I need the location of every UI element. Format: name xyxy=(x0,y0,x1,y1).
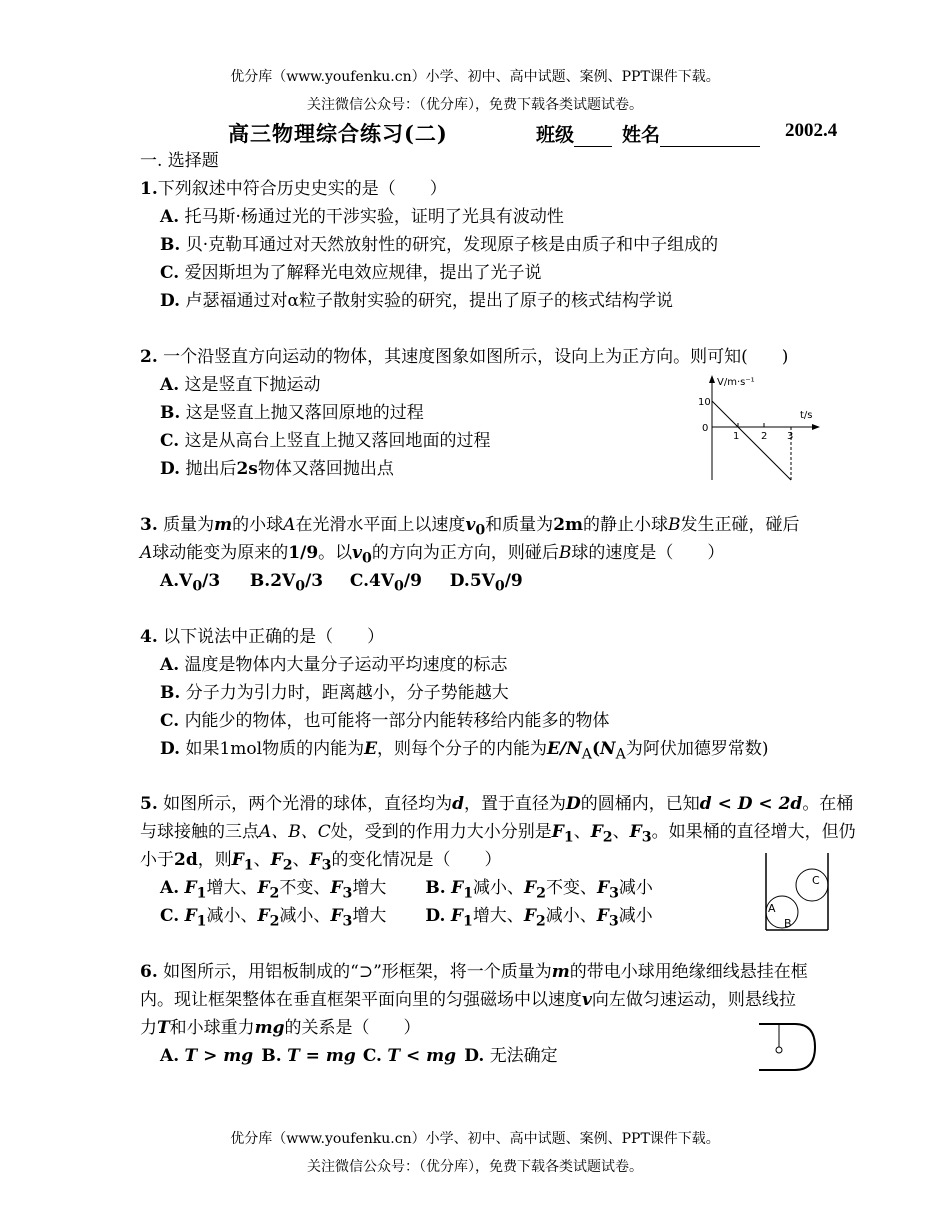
text: 增大、 xyxy=(206,878,258,898)
option-label: D. xyxy=(160,459,181,479)
x-tick-1: 1 xyxy=(733,431,740,442)
text: ( xyxy=(592,739,601,759)
text: 内。现让框架整体在垂直框架平面向里的匀强磁场中以速度 xyxy=(140,990,582,1010)
q1-option-c xyxy=(160,261,542,285)
q4-text: 以下说法中正确的是（ ） xyxy=(163,627,385,647)
text: 的方向为正方向，则碰后 xyxy=(371,543,559,563)
sub: 2 xyxy=(602,829,613,846)
var: 2d xyxy=(174,850,198,870)
sub: 3 xyxy=(641,829,652,846)
option-text: 这是竖直上抛又落回原地的过程 xyxy=(185,403,424,423)
text: 处，受到的作用力大小分别是 xyxy=(330,822,552,842)
text: 的变化情况是（ ） xyxy=(331,850,502,870)
option-label: A. xyxy=(160,375,180,395)
var: F xyxy=(551,822,564,842)
text: 的圆桶内，已知 xyxy=(580,794,700,814)
text: 如图所示，两个光滑的球体，直径均为 xyxy=(163,794,453,814)
text: 减小、 xyxy=(206,906,258,926)
q3-line2 xyxy=(140,541,724,570)
var: v xyxy=(582,990,592,1010)
sep: 、 xyxy=(612,822,630,842)
sub: 3 xyxy=(342,913,353,930)
text: 在光滑水平面上以速度 xyxy=(295,515,466,535)
q4-option-a xyxy=(160,653,508,677)
text: 的小球 xyxy=(232,515,284,535)
option-text: 物体又落回抛出点 xyxy=(257,459,394,479)
var: F xyxy=(590,822,603,842)
q1-option-b xyxy=(160,233,718,257)
class-blank xyxy=(574,126,612,147)
sep: 、 xyxy=(573,822,591,842)
q5-line3 xyxy=(140,848,502,877)
q6-option-a xyxy=(160,1044,256,1068)
charged-ball xyxy=(776,1047,782,1053)
var: T xyxy=(157,1018,170,1038)
option-label: C. xyxy=(160,906,180,926)
sub: 1 xyxy=(462,913,473,930)
q2-option-d xyxy=(160,457,394,481)
section-title: 一. 选择题 xyxy=(140,151,219,171)
q2-stem xyxy=(140,345,788,369)
option-label: A. xyxy=(160,878,180,898)
sub: 2 xyxy=(535,913,546,930)
class-label: 班级 xyxy=(536,124,575,146)
option-text: 这是从高台上竖直上抛又落回地面的过程 xyxy=(184,431,491,451)
q3-option-b xyxy=(250,569,344,598)
option-label: B. xyxy=(160,403,181,423)
name-label: 姓名 xyxy=(622,124,661,146)
var: F xyxy=(523,906,536,926)
option-label: B. xyxy=(261,1046,282,1066)
option-label: B. xyxy=(160,683,181,703)
text: 和质量为 xyxy=(485,515,554,535)
title-row xyxy=(0,118,950,148)
text: 1mol xyxy=(219,739,263,759)
sub: 2 xyxy=(282,857,293,874)
u-frame-diagram xyxy=(755,1020,823,1076)
var: F xyxy=(309,850,322,870)
exam-date: 2002.4 xyxy=(785,120,838,141)
q5-line2 xyxy=(140,820,856,849)
name-blank xyxy=(660,126,760,147)
option-text: T = mg xyxy=(287,1046,356,1066)
text: 增大 xyxy=(352,906,387,926)
var: F xyxy=(330,906,343,926)
q1-number: 1. xyxy=(140,179,158,199)
class-field xyxy=(536,120,612,147)
var: F xyxy=(451,878,464,898)
sub: 1 xyxy=(196,885,207,902)
x-tick-3: 3 xyxy=(787,431,794,442)
option-text: 贝·克勒耳通过对天然放射性的研究，发现原子核是由质子和中子组成的 xyxy=(185,235,719,255)
var: F xyxy=(524,878,537,898)
sub: 0 xyxy=(394,578,404,595)
sub: 0 xyxy=(475,522,486,539)
q4-option-b xyxy=(160,681,509,705)
cylinder-spheres-diagram xyxy=(760,850,835,934)
opt: C.4V xyxy=(349,571,395,591)
option-text: 无法确定 xyxy=(489,1046,558,1066)
text: 的带电小球用绝缘细线悬挂在框 xyxy=(569,962,808,982)
option-label: C. xyxy=(160,263,180,283)
sub: 0 xyxy=(494,578,505,595)
text: 不变、 xyxy=(279,878,331,898)
q1-stem xyxy=(140,177,447,201)
text: 质量为 xyxy=(163,515,215,535)
option-label: A. xyxy=(160,207,180,227)
option-label: D. xyxy=(425,906,446,926)
var: d < D < 2d xyxy=(699,794,803,814)
q1-option-a xyxy=(160,205,564,229)
sub: 1 xyxy=(563,829,574,846)
var: 2m xyxy=(553,515,584,535)
velocity-time-graph xyxy=(692,372,832,484)
sub: A xyxy=(615,746,626,763)
q2-option-b xyxy=(160,401,424,425)
var: F xyxy=(184,878,197,898)
q1-option-d xyxy=(160,289,673,313)
t-axis-label: t/s xyxy=(800,410,813,421)
q3-option-a xyxy=(160,569,244,598)
option-label: D. xyxy=(160,739,181,759)
text: 如图所示，用铝板制成的“⊃”形框架，将一个质量为 xyxy=(163,962,552,982)
sub: 0 xyxy=(295,578,306,595)
q6-option-c xyxy=(363,1044,459,1068)
v-axis-arrow xyxy=(709,375,715,383)
option-label: C. xyxy=(160,431,180,451)
option-text: 爱因斯坦为了解释光电效应规律，提出了光子说 xyxy=(184,263,542,283)
sub: 3 xyxy=(608,913,619,930)
option-label: A. xyxy=(160,1046,180,1066)
t-axis-arrow xyxy=(812,424,820,430)
opt: /3 xyxy=(202,571,221,591)
var: A xyxy=(140,543,153,563)
var: mg xyxy=(254,1018,285,1038)
text: 与球接触的三点 xyxy=(140,822,259,842)
q5-options-ab xyxy=(160,876,653,905)
text: 如果 xyxy=(185,739,220,759)
text: 减小 xyxy=(618,878,653,898)
text: ，则 xyxy=(197,850,232,870)
x-tick-2: 2 xyxy=(761,431,768,442)
option-text: 这是竖直下抛运动 xyxy=(184,375,321,395)
q6-number: 6. xyxy=(140,962,158,982)
var: D xyxy=(566,794,581,814)
sub: 1 xyxy=(243,857,254,874)
text: 减小、 xyxy=(279,906,331,926)
q3-line1 xyxy=(140,513,800,542)
sub: 3 xyxy=(342,885,353,902)
page-title: 高三物理综合练习(二) xyxy=(228,121,448,146)
site-footer-line2: 关注微信公众号：（优分库），免费下载各类试题试卷。 xyxy=(307,1159,643,1175)
v-axis-label: V/m·s⁻¹ xyxy=(717,377,755,388)
option-text: 温度是物体内大量分子运动平均速度的标志 xyxy=(184,655,508,675)
text: 的关系是（ ） xyxy=(284,1018,421,1038)
var: A、B、C xyxy=(259,822,331,842)
site-footer-line1: 优分库（www.youfenku.cn）小学、初中、高中试题、案例、PPT课件下载。 xyxy=(230,1131,720,1147)
q2-number: 2. xyxy=(140,347,158,367)
var: F xyxy=(596,878,610,898)
var: F xyxy=(330,878,343,898)
var: E/N xyxy=(547,739,582,759)
var: 1/9 xyxy=(288,543,319,563)
var: m xyxy=(551,962,570,982)
text: 和小球重力 xyxy=(169,1018,255,1038)
q5-option-c xyxy=(160,904,420,933)
opt: A.V xyxy=(160,571,193,591)
option-label: B. xyxy=(160,235,181,255)
text: 。如果桶的直径增大，但仍 xyxy=(651,822,856,842)
sub: 2 xyxy=(269,913,280,930)
q5-option-d xyxy=(425,906,653,930)
option-label: B. xyxy=(425,878,446,898)
opt: B.2V xyxy=(249,571,296,591)
var: F xyxy=(270,850,283,870)
var: F xyxy=(257,906,270,926)
var: E xyxy=(364,739,378,759)
q6-options xyxy=(160,1044,558,1068)
y-tick-10: 10 xyxy=(698,397,711,408)
var: F xyxy=(596,906,609,926)
point-c-label: C xyxy=(812,874,820,887)
point-a-label: A xyxy=(768,902,776,915)
q3-number: 3. xyxy=(140,515,158,535)
text: 小于 xyxy=(140,850,174,870)
text: 减小、 xyxy=(473,878,525,898)
q5-number: 5. xyxy=(140,794,158,814)
q6-option-d xyxy=(464,1046,557,1066)
text: 增大 xyxy=(352,878,387,898)
site-header-line1: 优分库（www.youfenku.cn）小学、初中、高中试题、案例、PPT课件下载。 xyxy=(230,69,720,85)
option-label: C. xyxy=(160,711,180,731)
text: 减小、 xyxy=(545,906,597,926)
q6-option-b xyxy=(261,1044,357,1068)
sub: A xyxy=(581,746,592,763)
sub: 1 xyxy=(196,913,207,930)
sub: 3 xyxy=(321,857,332,874)
sub: 2 xyxy=(536,885,546,902)
q4-stem xyxy=(140,625,384,649)
q5-option-a xyxy=(160,876,420,905)
option-text-bold: 2s xyxy=(236,459,258,479)
q2-option-c xyxy=(160,429,491,453)
q3-option-d xyxy=(449,571,523,595)
option-label: C. xyxy=(362,1046,382,1066)
q1-text: 下列叙述中符合历史史实的是（ ） xyxy=(157,179,447,199)
option-text: T > mg xyxy=(184,1046,254,1066)
option-text: 抛出后 xyxy=(185,459,237,479)
option-text: 托马斯·杨通过光的干涉实验，证明了光具有波动性 xyxy=(184,207,564,227)
sub: 0 xyxy=(192,578,203,595)
sep: 、 xyxy=(253,850,271,870)
text: 力 xyxy=(140,1018,157,1038)
opt: /9 xyxy=(504,571,523,591)
text: 的静止小球 xyxy=(583,515,669,535)
var: d xyxy=(452,794,465,814)
velocity-line xyxy=(712,401,794,480)
var: B xyxy=(558,543,572,563)
origin-label: 0 xyxy=(702,423,709,434)
q3-options xyxy=(160,569,523,598)
option-label: D. xyxy=(160,291,181,311)
option-text: 卢瑟福通过对α粒子散射实验的研究，提出了原子的核式结构学说 xyxy=(185,291,673,311)
text: 发生正碰，碰后 xyxy=(680,515,800,535)
name-field xyxy=(622,120,760,147)
option-label: D. xyxy=(464,1046,485,1066)
sub: 3 xyxy=(609,885,619,902)
var: F xyxy=(450,906,463,926)
var: F xyxy=(231,850,244,870)
site-header-line2: 关注微信公众号：（优分库），免费下载各类试题试卷。 xyxy=(307,97,643,113)
q5-line1 xyxy=(140,792,853,816)
var: F xyxy=(257,878,270,898)
text: 。以 xyxy=(318,543,353,563)
var: v xyxy=(352,543,363,563)
opt: /9 xyxy=(403,571,422,591)
q3-option-c xyxy=(350,569,444,598)
text: ，置于直径为 xyxy=(464,794,567,814)
var: N xyxy=(600,739,616,759)
opt: /3 xyxy=(305,571,324,591)
var: m xyxy=(214,515,233,535)
text: 不变、 xyxy=(545,878,597,898)
text: 球的速度是（ ） xyxy=(571,543,725,563)
text: 为阿伏加德罗常数) xyxy=(625,739,769,759)
sub: 0 xyxy=(362,550,372,567)
text: 向左做匀速运动，则悬线拉 xyxy=(591,990,796,1010)
text: 球动能变为原来的 xyxy=(152,543,289,563)
frame-outline xyxy=(759,1024,815,1070)
option-text: T < mg xyxy=(387,1046,456,1066)
sub: 2 xyxy=(269,885,280,902)
text: 。在桶 xyxy=(802,794,854,814)
text: 增大、 xyxy=(472,906,524,926)
var: F xyxy=(184,906,197,926)
q5-option-b xyxy=(425,878,653,902)
q6-line3 xyxy=(140,1016,421,1040)
q5-options-cd xyxy=(160,904,653,933)
var: v xyxy=(465,515,476,535)
q2-text: 一个沿竖直方向运动的物体，其速度图象如图所示，设向上为正方向。则可知( ) xyxy=(163,347,789,367)
option-label: A. xyxy=(160,655,180,675)
var: F xyxy=(629,822,642,842)
q6-line2 xyxy=(140,988,796,1012)
option-text: 内能少的物体，也可能将一部分内能转移给内能多的物体 xyxy=(184,711,610,731)
q4-number: 4. xyxy=(140,627,158,647)
q4-option-c xyxy=(160,709,610,733)
q4-option-d xyxy=(160,737,768,766)
point-b-label: B xyxy=(784,917,792,930)
q2-option-a xyxy=(160,373,321,397)
option-text: 分子力为引力时，距离越小，分子势能越大 xyxy=(185,683,509,703)
var: B xyxy=(668,515,681,535)
sub: 1 xyxy=(463,885,474,902)
sep: 、 xyxy=(292,850,310,870)
text: 物质的内能为 xyxy=(262,739,365,759)
opt: D.5V xyxy=(449,571,495,591)
var: A xyxy=(283,515,296,535)
text: 减小 xyxy=(618,906,653,926)
text: ，则每个分子的内能为 xyxy=(377,739,548,759)
q6-line1 xyxy=(140,960,808,984)
